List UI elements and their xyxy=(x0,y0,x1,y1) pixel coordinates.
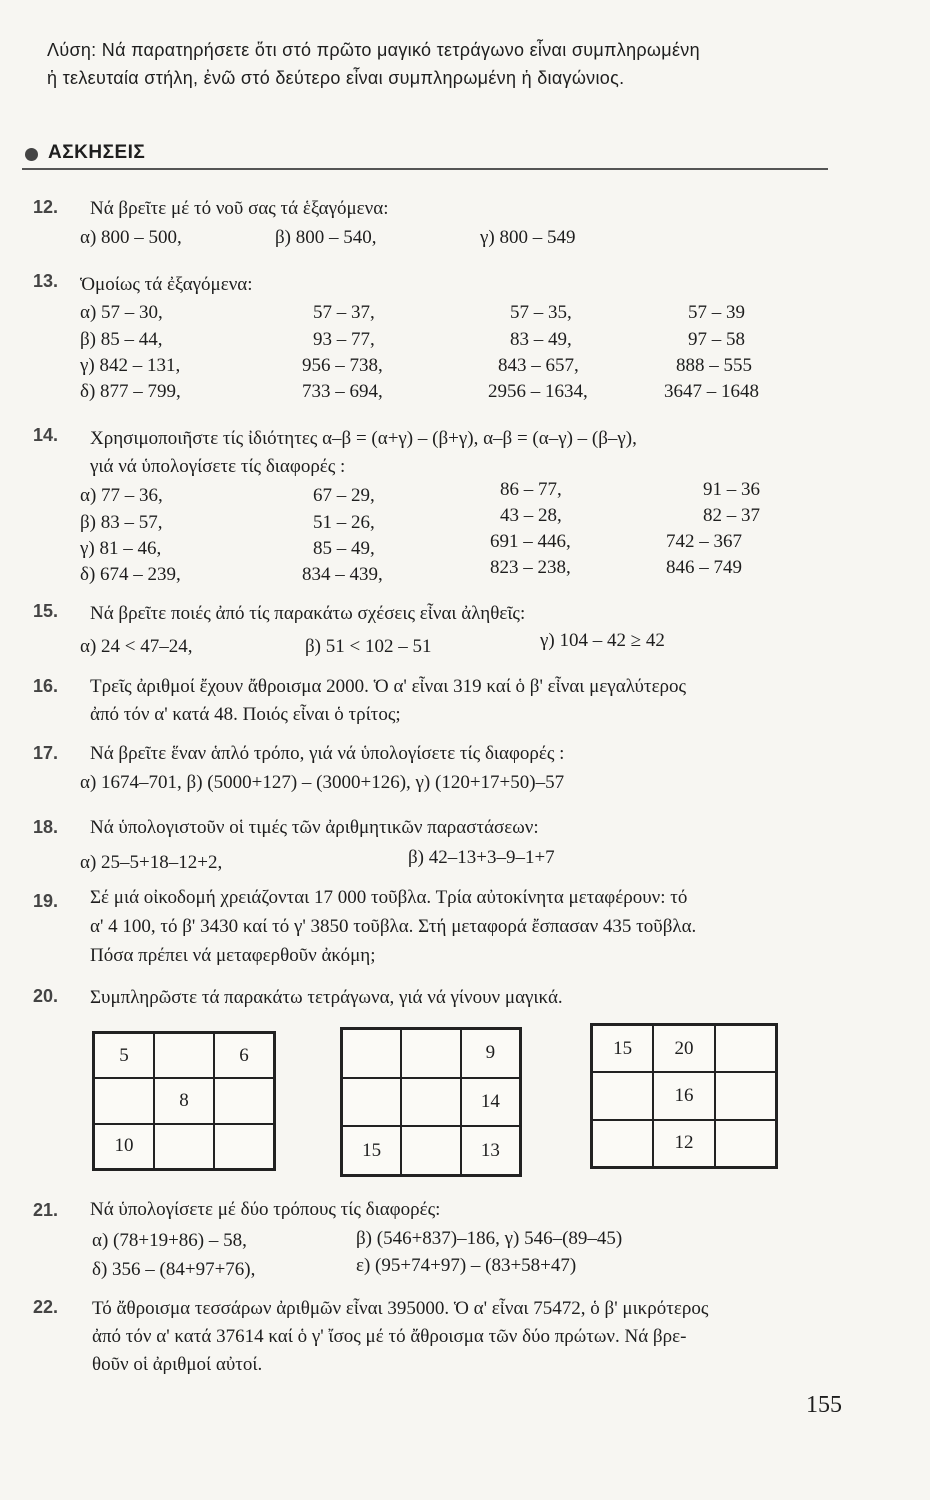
ex14-r3-c3: 691 – 446, xyxy=(490,531,571,552)
ex14-r1-c2: 67 – 29, xyxy=(313,485,375,506)
exercise-12-item-a: α) 800 – 500, xyxy=(80,227,182,248)
ex14-r2-c1: β) 83 – 57, xyxy=(80,512,163,533)
ex13-r3-c3: 843 – 657, xyxy=(498,355,579,376)
square-1-cell: 6 xyxy=(214,1033,274,1078)
ex13-r1-c4: 57 – 39 xyxy=(688,302,745,323)
square-3-cell: 12 xyxy=(653,1120,714,1167)
exercise-number-21: 21. xyxy=(33,1200,59,1220)
exercise-number-20: 20. xyxy=(33,986,59,1006)
exercise-21-item-e: ε) (95+74+97) – (83+58+47) xyxy=(356,1255,577,1276)
page-number: 155 xyxy=(806,1392,842,1418)
exercise-21-items-b-c: β) (546+837)–186, γ) 546–(89–45) xyxy=(356,1228,623,1249)
square-3-cell xyxy=(592,1120,653,1167)
ex13-r1-c2: 57 – 37, xyxy=(313,302,375,323)
ex13-r3-c1: γ) 842 – 131, xyxy=(80,355,181,376)
square-2-cell: 9 xyxy=(461,1029,520,1078)
exercise-number-15: 15. xyxy=(33,601,59,621)
ex13-r4-c4: 3647 – 1648 xyxy=(664,381,759,402)
ex14-r4-c4: 846 – 749 xyxy=(666,557,742,578)
ex14-r1-c4: 91 – 36 xyxy=(703,479,760,500)
exercise-14-text: Χρησιμοποιῆστε τίς ἰδιότητες α–β = (α+γ) – (β+γ), α–β = (α–γ) – (β–γ), xyxy=(90,428,637,449)
exercise-15-item-c: γ) 104 – 42 ≥ 42 xyxy=(540,630,665,651)
square-3-cell xyxy=(715,1025,776,1072)
ex13-r4-c3: 2956 – 1634, xyxy=(488,381,588,402)
exercise-18-item-b: β) 42–13+3–9–1+7 xyxy=(408,847,555,868)
ex13-r1-c1: α) 57 – 30, xyxy=(80,302,163,323)
square-1-cell xyxy=(94,1078,154,1123)
exercise-16-line-1: Τρεῖς ἀριθμοί ἔχουν ἄθροισμα 2000. Ὁ α' εἶναι 319 καί ὁ β' εἶναι μεγαλύτερος xyxy=(90,676,687,697)
exercise-15-item-b: β) 51 < 102 – 51 xyxy=(305,636,432,657)
ex14-r2-c3: 43 – 28, xyxy=(500,505,562,526)
ex14-r2-c4: 82 – 37 xyxy=(703,505,760,526)
exercise-19-line-3: Πόσα πρέπει νά μεταφερθοῦν ἀκόμη; xyxy=(90,945,376,966)
square-1-cell: 8 xyxy=(154,1078,214,1123)
exercise-15-text: Νά βρεῖτε ποιές ἀπό τίς παρακάτω σχέσεις εἶναι ἀληθεῖς: xyxy=(90,603,526,624)
exercise-13-text: Ὁμοίως τά ἐξαγόμενα: xyxy=(80,274,253,295)
exercise-22-line-1: Τό ἄθροισμα τεσσάρων ἀριθμῶν εἶναι 395000. Ὁ α' εἶναι 75472, ὁ β' μικρότερος xyxy=(92,1298,709,1319)
ex14-r3-c4: 742 – 367 xyxy=(666,531,742,552)
exercise-17-text: Νά βρεῖτε ἕναν ἁπλό τρόπο, γιά νά ὑπολογίσετε τίς διαφορές : xyxy=(90,743,565,764)
exercise-number-22: 22. xyxy=(33,1297,59,1317)
ex14-r1-c3: 86 – 77, xyxy=(500,479,562,500)
square-2-cell: 13 xyxy=(461,1126,520,1175)
ex13-r2-c1: β) 85 – 44, xyxy=(80,329,163,350)
ex14-r3-c1: γ) 81 – 46, xyxy=(80,538,162,559)
exercise-17-items: α) 1674–701, β) (5000+127) – (3000+126), γ) (120+17+50)–57 xyxy=(80,772,565,793)
ex14-r4-c1: δ) 674 – 239, xyxy=(80,564,181,585)
ex14-r1-c1: α) 77 – 36, xyxy=(80,485,163,506)
ex13-r2-c2: 93 – 77, xyxy=(313,329,375,350)
square-1-cell xyxy=(154,1124,214,1169)
square-1-cell xyxy=(214,1124,274,1169)
exercise-number-13: 13. xyxy=(33,271,59,291)
exercise-number-16: 16. xyxy=(33,676,59,696)
exercise-19-line-2: α' 4 100, τό β' 3430 καί τό γ' 3850 τοῦβλα. Στή μεταφορά ἔσπασαν 435 τοῦβλα. xyxy=(90,916,697,937)
magic-square-1 xyxy=(92,1031,276,1171)
solution-line-1: Λύση: Νά παρατηρήσετε ὅτι στό πρῶτο μαγικό τετράγωνο εἶναι συμπληρωμένη xyxy=(47,40,700,60)
ex14-r2-c2: 51 – 26, xyxy=(313,512,375,533)
exercise-16-line-2: ἀπό τόν α' κατά 48. Ποιός εἶναι ὁ τρίτος; xyxy=(90,704,401,725)
square-3-cell xyxy=(715,1072,776,1119)
ex13-r2-c3: 83 – 49, xyxy=(510,329,572,350)
exercise-21-text: Νά ὑπολογίσετε μέ δύο τρόπους τίς διαφορές: xyxy=(90,1199,441,1220)
exercise-19-line-1: Σέ μιά οἰκοδομή χρειάζονται 17 000 τοῦβλα. Τρία αὐτοκίνητα μεταφέρουν: τό xyxy=(90,887,688,908)
exercise-12-text: Νά βρεῖτε μέ τό νοῦ σας τά ἑξαγόμενα: xyxy=(90,198,389,219)
ex14-r3-c2: 85 – 49, xyxy=(313,538,375,559)
exercise-22-line-2: ἀπό τόν α' κατά 37614 καί ὁ γ' ἴσος μέ τό ἄθροισμα τῶν δύο πρώτων. Νά βρε- xyxy=(92,1326,687,1347)
exercise-number-17: 17. xyxy=(33,743,59,763)
square-2-cell xyxy=(342,1078,401,1127)
square-1-cell: 5 xyxy=(94,1033,154,1078)
square-2-cell: 14 xyxy=(461,1078,520,1127)
square-1-cell xyxy=(214,1078,274,1123)
section-title: ΑΣΚΗΣΕΙΣ xyxy=(48,142,146,163)
ex13-r4-c1: δ) 877 – 799, xyxy=(80,381,181,402)
exercise-12-item-b: β) 800 – 540, xyxy=(275,227,377,248)
exercise-21-item-d: δ) 356 – (84+97+76), xyxy=(92,1259,256,1280)
exercise-number-14: 14. xyxy=(33,425,59,445)
ex14-r4-c3: 823 – 238, xyxy=(490,557,571,578)
ex13-r2-c4: 97 – 58 xyxy=(688,329,745,350)
ex13-r3-c2: 956 – 738, xyxy=(302,355,383,376)
ex13-r4-c2: 733 – 694, xyxy=(302,381,383,402)
square-2-cell xyxy=(401,1126,460,1175)
exercise-18-item-a: α) 25–5+18–12+2, xyxy=(80,852,223,873)
exercise-18-text: Νά ὑπολογιστοῦν οἱ τιμές τῶν ἀριθμητικῶν παραστάσεων: xyxy=(90,817,539,838)
square-3-cell: 15 xyxy=(592,1025,653,1072)
square-2-cell xyxy=(401,1078,460,1127)
square-3-cell: 16 xyxy=(653,1072,714,1119)
ex13-r3-c4: 888 – 555 xyxy=(676,355,752,376)
exercise-22-line-3: θοῦν οἱ ἀριθμοί αὐτοί. xyxy=(92,1354,263,1375)
exercise-14-text-2: γιά νά ὑπολογίσετε τίς διαφορές : xyxy=(90,456,346,477)
square-2-cell: 15 xyxy=(342,1126,401,1175)
magic-square-2 xyxy=(340,1027,522,1177)
square-2-cell xyxy=(401,1029,460,1078)
exercise-number-19: 19. xyxy=(33,891,59,911)
square-3-cell: 20 xyxy=(653,1025,714,1072)
section-rule xyxy=(22,168,828,170)
exercise-21-item-a: α) (78+19+86) – 58, xyxy=(92,1230,247,1251)
solution-line-2: ἡ τελευταία στήλη, ἐνῶ στό δεύτερο εἶναι συμπληρωμένη ἡ διαγώνιος. xyxy=(47,68,625,88)
ex13-r1-c3: 57 – 35, xyxy=(510,302,572,323)
square-3-cell xyxy=(592,1072,653,1119)
square-1-cell xyxy=(154,1033,214,1078)
exercise-number-18: 18. xyxy=(33,817,59,837)
exercise-12-item-c: γ) 800 – 549 xyxy=(480,227,576,248)
magic-square-3 xyxy=(590,1023,778,1169)
square-2-cell xyxy=(342,1029,401,1078)
exercise-15-item-a: α) 24 < 47–24, xyxy=(80,636,193,657)
ex14-r4-c2: 834 – 439, xyxy=(302,564,383,585)
exercise-number-12: 12. xyxy=(33,197,59,217)
square-3-cell xyxy=(715,1120,776,1167)
exercise-20-text: Συμπληρῶστε τά παρακάτω τετράγωνα, γιά νά γίνουν μαγικά. xyxy=(90,987,563,1008)
bullet-icon xyxy=(25,148,38,161)
square-1-cell: 10 xyxy=(94,1124,154,1169)
